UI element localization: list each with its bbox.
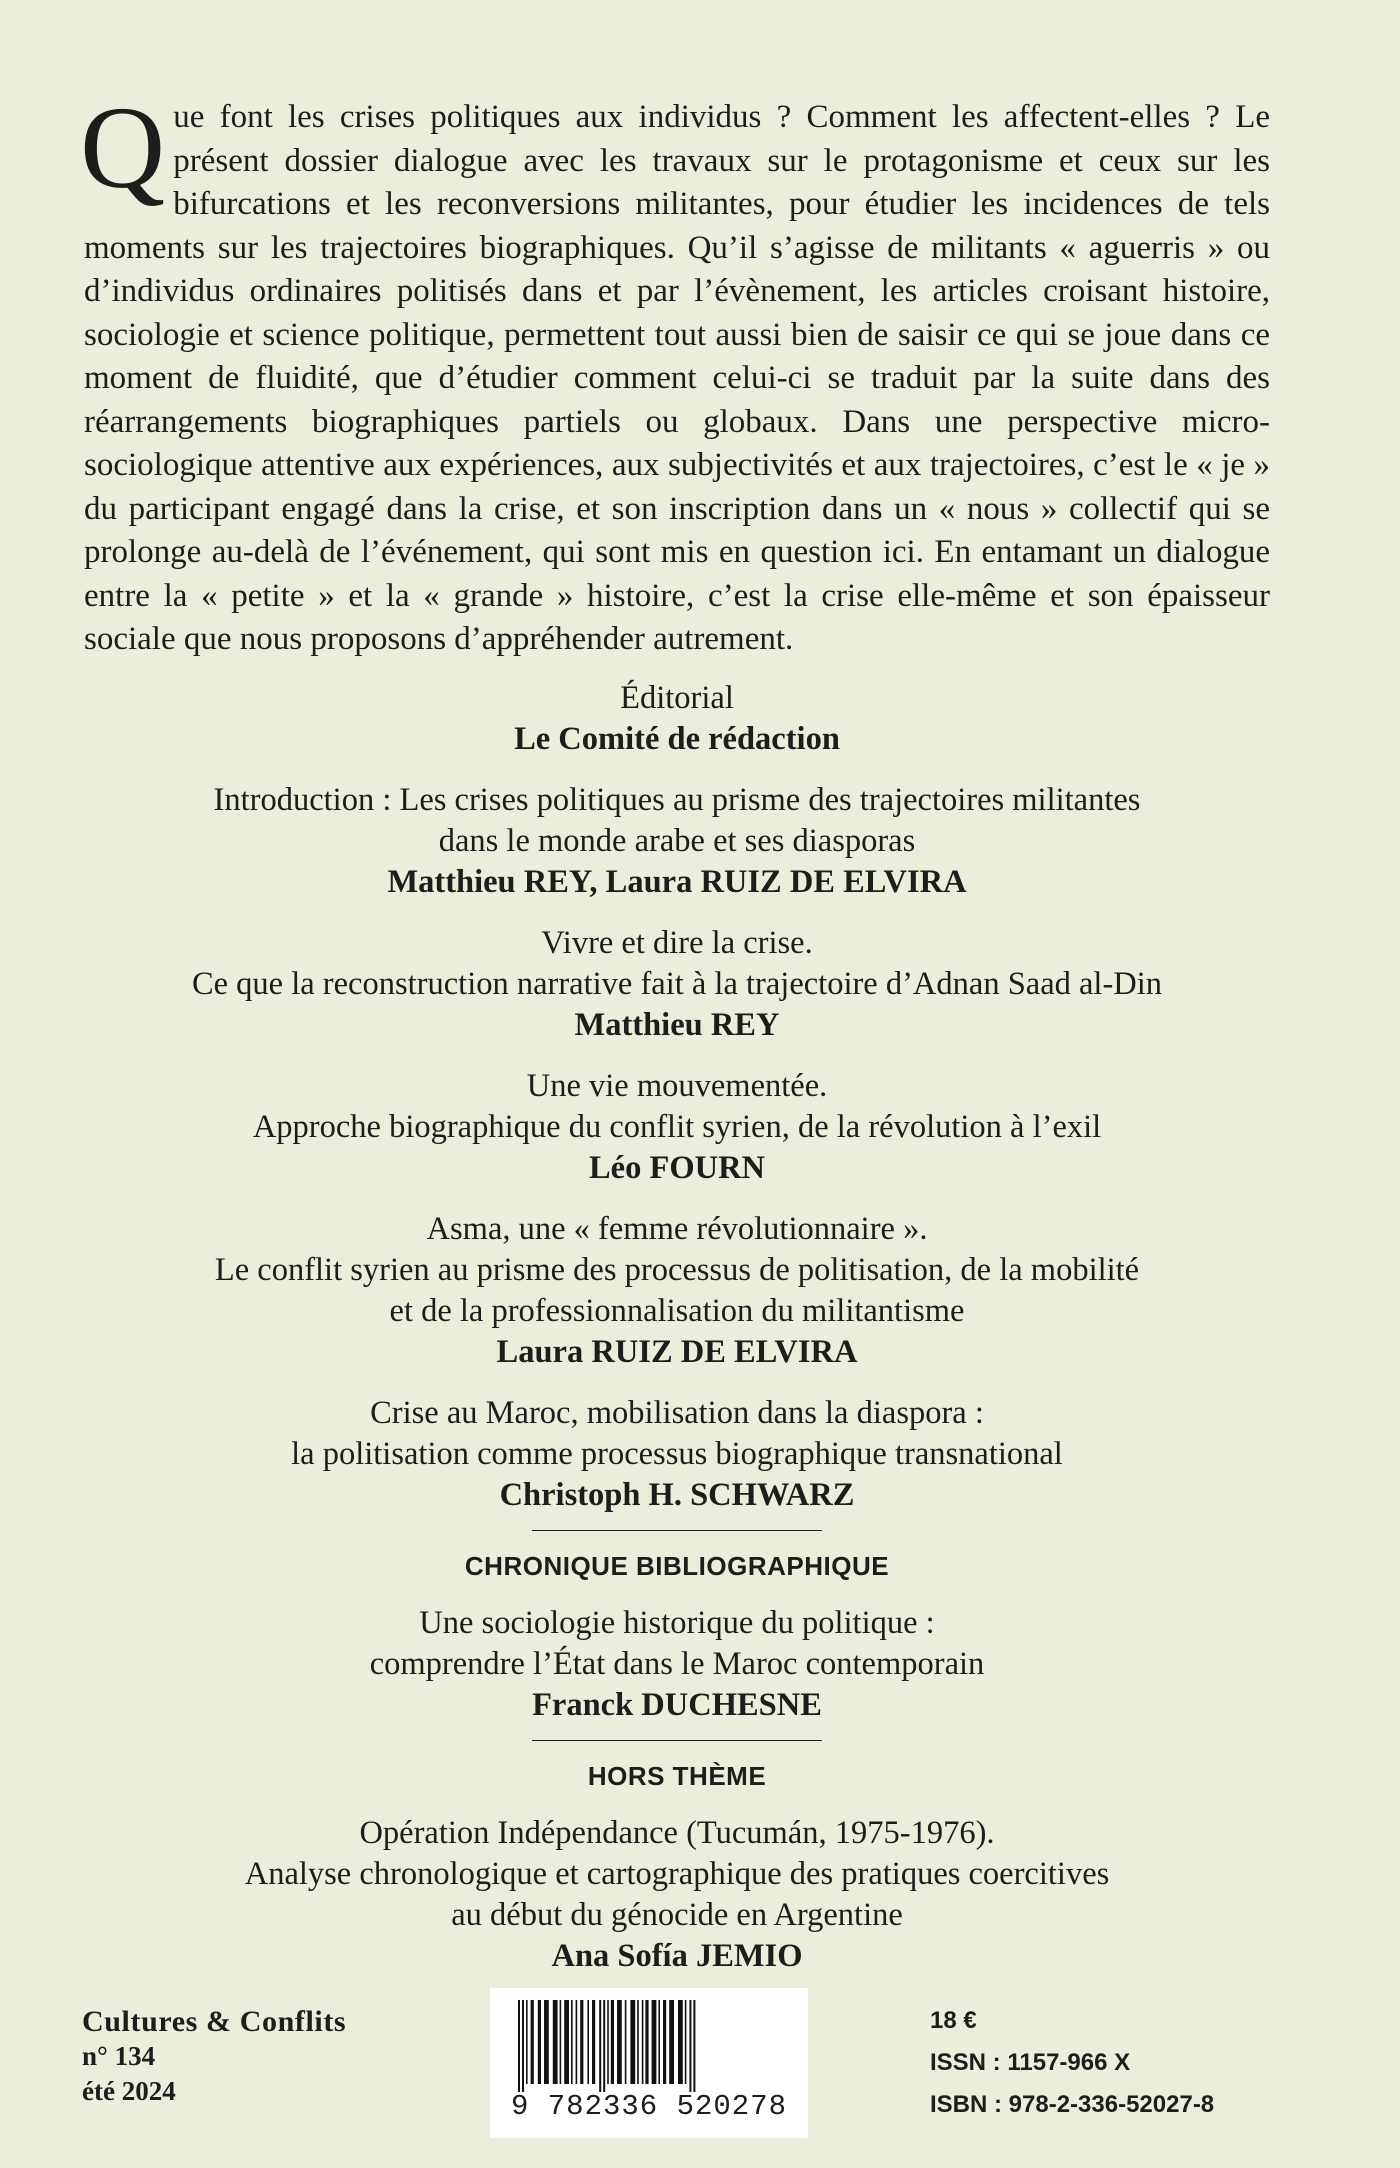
toc-title-line: Analyse chronologique et cartographique des pratiques coercitives — [244, 1856, 1110, 1892]
journal-name: Cultures & Conflits — [82, 2005, 347, 2038]
barcode-bar — [538, 2000, 541, 2084]
barcode-bar — [522, 2000, 524, 2092]
toc-title-line: Crise au Maroc, mobilisation dans la diaspora : — [370, 1395, 984, 1431]
barcode-bar — [599, 2000, 601, 2092]
toc-entry — [84, 1813, 1270, 1977]
toc-title-line: et de la professionnalisation du militantisme — [389, 1293, 965, 1329]
barcode-bars — [502, 2000, 796, 2092]
barcode-bar — [689, 2000, 691, 2092]
journal-info — [82, 2004, 346, 2109]
toc-entry — [84, 780, 1270, 903]
barcode-bar — [571, 2000, 573, 2084]
toc-title-line: comprendre l’État dans le Maroc contemporain — [369, 1646, 985, 1682]
issue-number: n° 134 — [82, 2041, 156, 2071]
toc-title-line: dans le monde arabe et ses diasporas — [438, 823, 916, 859]
isbn-barcode — [490, 1988, 808, 2138]
toc-title-line: Introduction : Les crises politiques au prisme des trajectoires militantes — [213, 782, 1141, 818]
barcode-bar — [592, 2000, 595, 2084]
barcode-bar — [576, 2000, 578, 2084]
section-heading-chronique: CHRONIQUE BIBLIOGRAPHIQUE — [464, 1551, 890, 1581]
barcode-bar — [642, 2000, 644, 2084]
toc-author: Laura RUIZ DE ELVIRA — [496, 1334, 858, 1370]
section-divider — [532, 1740, 822, 1741]
isbn: ISBN : 978-2-336-52027-8 — [930, 2091, 1215, 2118]
barcode-bar — [685, 2000, 687, 2084]
barcode-bar — [637, 2000, 639, 2084]
barcode-bar — [625, 2000, 627, 2084]
toc-title-line: Opération Indépendance (Tucumán, 1975-1976). — [359, 1815, 995, 1851]
section-heading-hors-theme: HORS THÈME — [587, 1761, 767, 1791]
barcode-bar — [580, 2000, 583, 2084]
toc-author: Christoph H. SCHWARZ — [499, 1477, 855, 1513]
toc-title-line: Ce que la reconstruction narrative fait à la trajectoire d’Adnan Saad al-Din — [191, 966, 1163, 1002]
toc-title-line: Le conflit syrien au prisme des processus de politisation, de la mobilité — [214, 1252, 1140, 1288]
drop-cap: Q — [80, 82, 166, 213]
barcode-bar — [603, 2000, 605, 2092]
barcode-bar — [617, 2000, 622, 2084]
barcode-bar — [678, 2000, 683, 2084]
toc-entry — [84, 1603, 1270, 1726]
toc-title-line: la politisation comme processus biographique transnational — [291, 1436, 1063, 1472]
barcode-digits: 9 782336 520278 — [510, 2090, 788, 2123]
toc-author: Matthieu REY, Laura RUIZ DE ELVIRA — [387, 864, 967, 900]
barcode-bar — [607, 2000, 609, 2084]
intro-paragraph — [80, 82, 1270, 662]
toc-title-line: Asma, une « femme révolutionnaire ». — [426, 1211, 928, 1247]
toc-entry-editorial — [84, 678, 1270, 760]
toc-title-line: au début du génocide en Argentine — [451, 1897, 903, 1933]
toc-title-line: Une vie mouvementée. — [526, 1068, 828, 1104]
toc-entry — [84, 1209, 1270, 1373]
barcode-bar — [587, 2000, 589, 2084]
toc-author: Franck DUCHESNE — [532, 1687, 822, 1723]
barcode-bar — [693, 2000, 695, 2092]
toc-title: Éditorial — [620, 680, 734, 716]
barcode-bar — [669, 2000, 674, 2084]
price-and-identifiers — [930, 2000, 1214, 2126]
barcode-bar — [611, 2000, 614, 2084]
toc-author: Matthieu REY — [574, 1007, 780, 1043]
toc-entry — [84, 923, 1270, 1046]
issn: ISSN : 1157-966 X — [930, 2049, 1131, 2076]
toc-entry — [84, 1393, 1270, 1516]
toc-entry — [84, 1066, 1270, 1189]
section-divider — [532, 1530, 822, 1531]
toc-author: Léo FOURN — [588, 1150, 766, 1186]
price: 18 € — [930, 2007, 977, 2034]
barcode-bar — [658, 2000, 660, 2084]
barcode-bar — [652, 2000, 657, 2084]
barcode-bar — [531, 2000, 534, 2084]
barcode-bar — [518, 2000, 520, 2092]
barcode-bar — [544, 2000, 549, 2084]
intro-text: ue font les crises politiques aux individus ? Comment les affectent-elles ? Le présent dossier dialogue avec les travaux sur le protagonisme et ceux sur les bifurcations et les reconversions militantes, pour étudier les incidences de tels moments sur les trajectoires biographiques. Qu’il s’agisse de militants « aguerris » ou d’individus ordinaires politisés dans et par l’évènement, les articles croisant histoire, sociologie et science politique, permettent tout aussi bien de saisir ce qui se joue dans ce moment de fluidité, que d’étudier comment celui-ci se traduit par la suite dans des réarrangements biographiques partiels ou globaux. Dans une perspective micro-sociologique attentive aux expériences, aux subjectivités et aux trajectoires, c’est le « je » du participant engagé dans la crise, et son inscription dans un « nous » collectif qui se prolonge au-delà de l’événement, qui sont mis en question ici. En entamant un dialogue entre la « petite » et la « grande » histoire, c’est la crise elle-même et son épaisseur sociale que nous proposons d’appréhender autrement. — [84, 99, 1270, 657]
toc-title-line: Vivre et dire la crise. — [541, 925, 813, 961]
toc-title-line: Une sociologie historique du politique : — [419, 1605, 935, 1641]
barcode-bar — [564, 2000, 569, 2084]
barcode-bar — [553, 2000, 558, 2084]
barcode-bar — [663, 2000, 666, 2084]
barcode-bar — [645, 2000, 648, 2084]
barcode-bar — [630, 2000, 635, 2084]
toc-author: Ana Sofía JEMIO — [551, 1938, 803, 1974]
table-of-contents — [84, 678, 1270, 1977]
barcode-bar — [526, 2000, 528, 2084]
issue-season: été 2024 — [82, 2076, 176, 2106]
toc-author: Le Comité de rédaction — [514, 721, 840, 757]
toc-title-line: Approche biographique du conflit syrien, de la révolution à l’exil — [252, 1109, 1102, 1145]
barcode-bar — [560, 2000, 562, 2084]
